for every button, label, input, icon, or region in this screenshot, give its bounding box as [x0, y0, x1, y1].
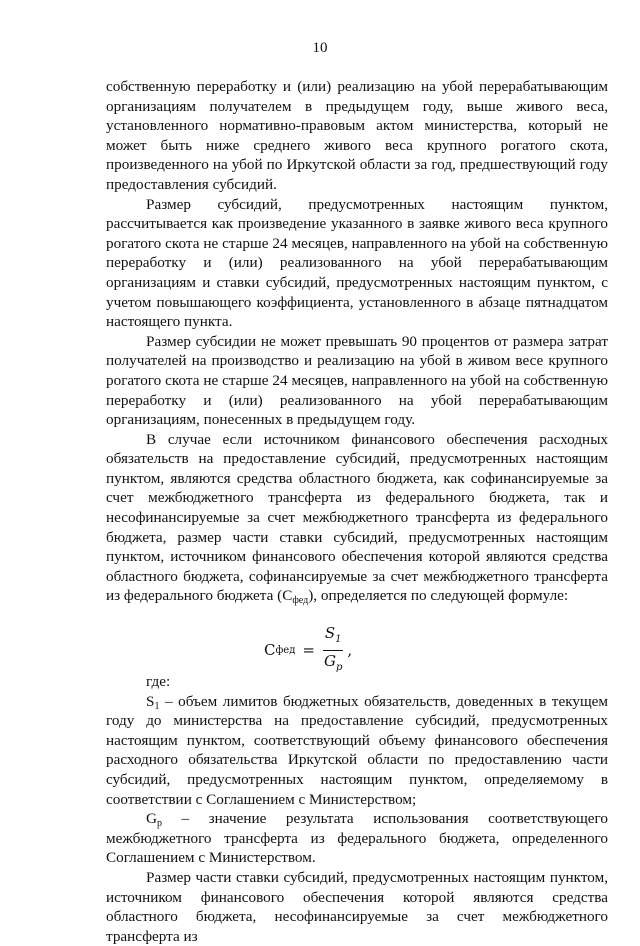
paragraph-funding-case — [106, 430, 608, 606]
formula-lhs-subscript: фед — [275, 644, 296, 656]
page-number: 10 — [312, 40, 328, 56]
formula-lhs: С — [264, 640, 276, 659]
where-label: где: — [146, 673, 171, 691]
formula — [264, 624, 352, 677]
gp-subscript: p — [156, 818, 162, 830]
funding-case-text-b: ), определяется по следующей формуле: — [308, 587, 569, 605]
s1-text: – объем лимитов бюджетных обязательств, доведенных в текущем году до министерства на предоставление субсидий, предусмотренных настоящим пунктом, соответствующий объему финансового обеспечения расходного обязательства Иркутской области по предоставлению части субсидий, предусмотренных настоящим пунктом, определяемому в соответствии с Соглашением с Министерством; — [106, 692, 608, 808]
s1-subscript: 1 — [154, 700, 160, 712]
funding-case-subscript: фед — [292, 595, 309, 607]
paragraph-subsidy-limit: Размер субсидии не может превышать 90 процентов от размера затрат получателей на производство и реализацию на убой в живом весе крупного рогатого скота не старше 24 месяцев, направленного на убой на собственную переработку и (или) реализованного на убой перерабатывающим организациям, понесенных в предыдущем году. — [106, 332, 608, 429]
formula-denominator: $G_p$ — [323, 652, 343, 674]
formula-comma: , — [347, 640, 353, 659]
definition-gp — [106, 809, 608, 868]
paragraph-subsidy-size: Размер субсидий, предусмотренных настоящим пунктом, рассчитывается как произведение указанного в заявке живого веса крупного рогатого скота не старше 24 месяцев, направленного на убой на собственную переработку и (или) реализованного на убой перерабатывающим организациям и ставки субсидий, предусмотренных настоящим пунктом, с учетом повышающего коэффициента, установленного в абзаце пятнадцатом настоящего пункта. — [106, 195, 608, 331]
formula-fraction — [322, 624, 344, 677]
paragraph-part-rate: Размер части ставки субсидий, предусмотренных настоящим пунктом, источником финансового обеспечения которой являются средства областного бюджета, несофинансируемые за счет межбюджетного трансферта из — [106, 868, 608, 945]
document-body — [106, 77, 608, 946]
s1-symbol: S — [146, 692, 155, 710]
paragraph-continuation: собственную переработку и (или) реализацию на убой перерабатывающим организациям получателем в предыдущем году, выше живого веса, установленного нормативно-правовым актом министерства, который не может быть ниже среднего живого веса крупного рогатого скота, произведенного на убой по Иркутской области за год, предшествующий году предоставления субсидий. — [106, 78, 608, 193]
formula-block — [106, 618, 608, 674]
formula-numerator: $S_1$ — [323, 624, 344, 651]
formula-equals: = — [302, 640, 315, 659]
definition-s1 — [106, 692, 608, 810]
gp-symbol: G — [146, 810, 157, 828]
funding-case-text-a: В случае если источником финансового обеспечения расходных обязательств на предоставление субсидий, предусмотренных настоящим пунктом, являются средства областного бюджета, как софинансируемые за счет межбюджетного трансферта из федерального бюджета, так и несофинансируемые за счет межбюджетного трансферта из федерального бюджета, размер части ставки субсидий, предусмотренных настоящим пунктом, источником финансового обеспечения которой являются средства областного бюджета, софинансируемые за счет межбюджетного трансферта из федерального бюджета (С — [106, 430, 608, 605]
gp-text: – значение результата использования соответствующего межбюджетного трансферта из федерального бюджета, определенного Соглашением с Министерством. — [106, 810, 608, 867]
